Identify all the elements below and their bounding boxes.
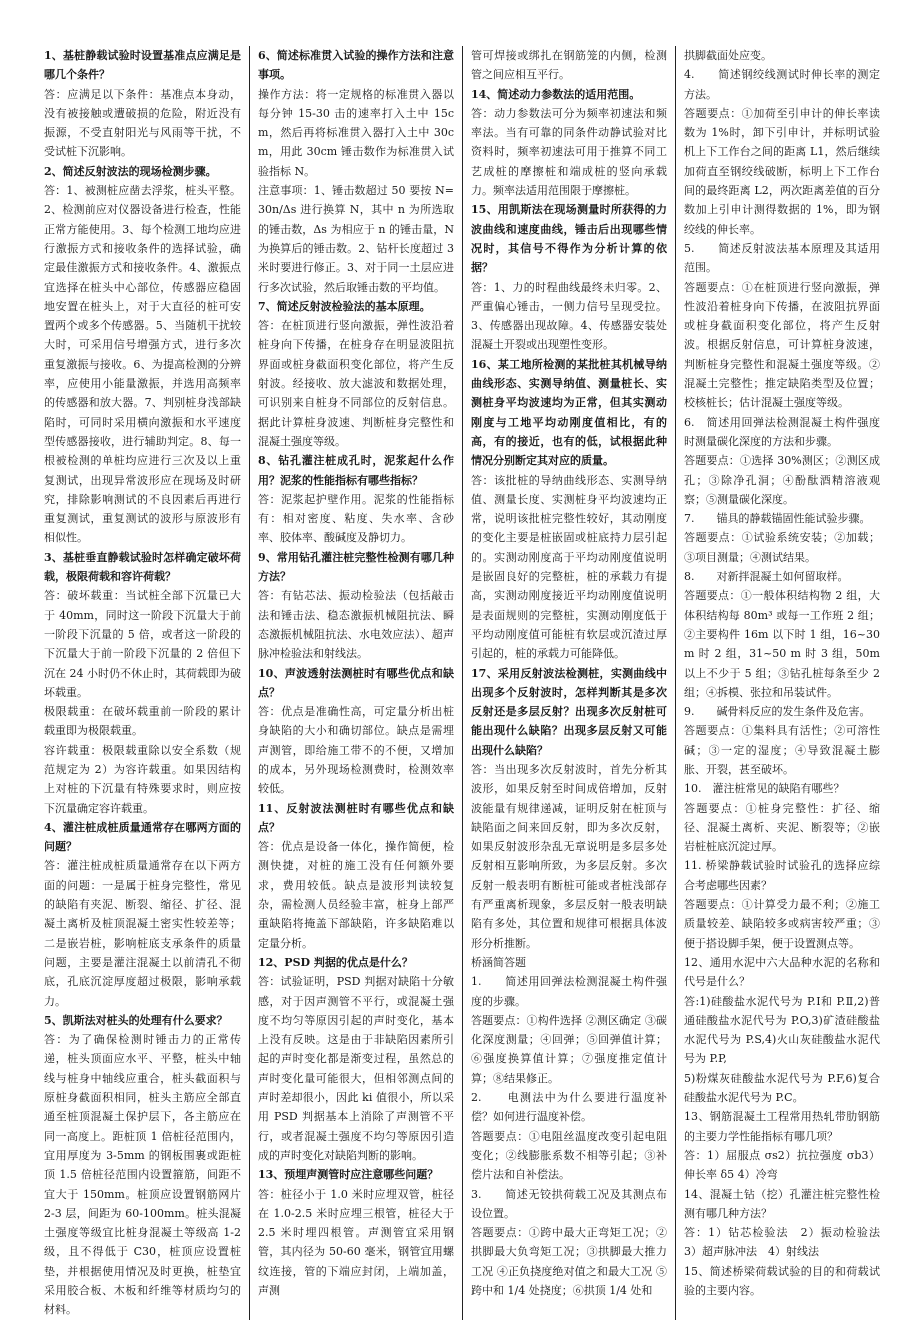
answer-paragraph: 12、通用水泥中六大品种水泥的名称和代号是什么？ [684,955,880,989]
question-heading: 11、反射波法测桩时有哪些优点和缺点？ [258,801,454,834]
answer-paragraph: 答题要点：①加荷至引申计的伸长率读数为 1%时，卸下引申计，并标明试验机上下工作台之间的距离 L1，然后继续加荷直至钢绞线破断，标明上下工作台间的最终距离 L2，两次距离差值的百分数加上引申计测得数据的 1%，即为钢绞线的伸长率。 [684,106,880,236]
answer-paragraph: 8. 对新拌混凝土如何留取样。 [684,570,849,584]
text-column [675,46,891,1320]
question-heading: 14、简述动力参数法的适用范围。 [471,87,641,101]
answer-paragraph: 答：当出现多次反射波时，首先分析其波形，如果反射至时间成倍增加，反射波能量有规律递减，证明反射在桩顶与缺陷面之间来回反射，即为多次反射，如果反射波形杂乱无章说明是多层多处反射相互影响所致，为多层反射。多次反射一般表明有断桩可能或者桩浅部存有严重离析现象，多层反射一般表明缺陷有多处，其位置和规律可根据具体波形分析推断。 [471,762,667,950]
answer-paragraph: 答：破坏载重：当试桩全部下沉量已大于 40mm，同时这一阶段下沉量大于前一阶段下沉量的 5 倍，或者这一阶段的下沉量大于前一阶段下沉量的 2 倍但下沉在 24 小时仍不休止时，其荷载即为破坏载重。 [44,589,241,699]
question-heading: 3、基桩垂直静载试验时怎样确定破坏荷载，极限荷载和容许荷载？ [44,550,241,584]
answer-paragraph: 答：1、力的时程曲线最终未归零。2、严重偏心锤击，一侧力信号呈现受拉。3、传感器出现故障。4、传感器安装处混凝土开裂或出现塑性变形。 [471,280,667,352]
section-heading: 桥涵简答题 [471,955,526,969]
question-heading: 10、声波透射法测桩时有哪些优点和缺点？ [258,666,454,699]
answer-paragraph: 6. 简述用回弹法检测混凝土构件强度时测量碳化深度的方法和步骤。 [684,415,880,448]
answer-paragraph: 答题要点：①桩身完整性：扩径、缩径、混凝土离析、夹泥、断裂等；②嵌岩桩桩底沉淀过厚。 [684,801,880,854]
answer-paragraph: 2. 电测法中为什么要进行温度补偿？如何进行温度补偿。 [471,1091,667,1124]
question-heading: 16、某工地所检测的某批桩其机械导纳曲线形态、实测导纳值、测量桩长、实测桩身平均波速均为正常，但其实测动刚度与工地平均动刚度值相比，有的高，有的接近，也有的低，试根据此种情况分别断定其对应的质量。 [471,357,667,468]
answer-paragraph: 答：优点是设备一体化，操作简便，检测快捷，对桩的施工没有任何额外要求，费用较低。缺点是波形判读较复杂，需检测人员经验丰富，桩身上部严重缺陷将掩盖下部缺陷，许多缺陷难以定量分析。 [258,840,454,950]
answer-paragraph: 答：为了确保检测时锤击力的正常传递，桩头顶面应水平、平整，桩头中轴线与桩身中轴线应重合，桩头截面积与原桩身截面积相同，桩头主筋应全部直通至桩顶混凝土保护层下，各主筋应在同一高度上。距桩顶 1 倍桩径范围内，宜用厚度为 3-5mm 的钢板围裹或距桩顶 1.5 倍桩径范围内设置箍筋，间距不宜大于 150mm。桩顶应设置钢筋网片 2-3 层，间距为 60-100mm。桩头混凝土强度等级宜比桩身混凝土等级高 1-2 级，且不得低于 C30，桩顶应设置桩垫，并根据使用情况及时更换，桩垫宜采用胶合板、木板和纤维等材质均匀的材料。 [44,1033,241,1317]
answer-paragraph: 11. 桥梁静载试验时试验孔的选择应综合考虑哪些因素？ [684,859,880,892]
answer-paragraph: 4. 简述钢绞线测试时伸长率的测定方法。 [684,68,880,101]
answer-paragraph: 5. 简述反射波法基本原理及其适用范围。 [684,241,880,275]
question-heading: 7、简述反射波检验法的基本原理。 [258,299,431,313]
question-heading: 4、灌注桩成桩质量通常存在哪两方面的问题？ [44,820,241,854]
answer-paragraph: 拱脚截面处应变。 [684,49,772,62]
question-heading: 8、钻孔灌注桩成孔时，泥浆起什么作用？泥浆的性能指标有哪些指标？ [258,454,454,487]
question-heading: 9、常用钻孔灌注桩完整性检测有哪几种方法？ [258,550,454,584]
answer-paragraph: 答题要点：①集料具有活性；②可溶性碱；③一定的湿度；④导致混凝土膨胀、开裂，甚至破坏。 [684,724,880,776]
answer-paragraph: 答：应满足以下条件：基准点本身动，没有被接触或遭破损的危险，附近没有振源，不受直射阳光与风雨等干扰，不受试桩下沉影响。 [44,87,241,159]
answer-paragraph: 答：1）屈服点 σs2）抗拉强度 σb3）伸长率 δ5 4）冷弯 [684,1148,880,1182]
answer-paragraph: 答：1）钻芯检验法 2）振动检验法 3）超声脉冲法 4）射线法 [684,1226,891,1259]
question-heading: 2、简述反射波法的现场检测步骤。 [44,164,217,178]
answer-paragraph: 答：泥浆起护壁作用。泥浆的性能指标有：相对密度、粘度、失水率、含砂率、胶体率、酸碱度及静切力。 [258,492,454,545]
answer-paragraph: 答题要点：①计算受力最不利；②施工质量较差、缺陷较多或病害较严重；③便于搭设脚手架，便于设置测点等。 [684,898,880,950]
answer-paragraph: 答：1、被测桩应凿去浮浆，桩头平整。2、检测前应对仪器设备进行检查，性能正常方能使用。3、每个检测工地均应进行激振方式和接收条件的选择试验，确定最佳激振方式和接收条件。4、激振点宜选择在桩头中心部位，传感器应稳固地安置在桩头上，对于大直径的桩可安置两个或多个传感器。5、当随机干扰较大时，可采用信号增强方式，进行多次重复激振与接收。6、为提高检测的分辨率，应使用小能量激振，并选用高频率的传感器和放大器。7、判别桩身浅部缺陷时，可同时采用横向激振和水平速度型传感器接收，进行辅助判定。8、每一根被检测的单桩均应进行三次及以上重复测试，出现异常波形应在现场及时研究，排除影响测试的不良因素后再进行重复测试，重复测试的波形与原波形有相似性。 [44,184,241,545]
answer-paragraph: 注意事项：1、锤击数超过 50 要按 N=30n/Δs 进行换算 N，其中 n 为所选取的锤击数，Δs 为相应于 n 的锤击量，N 为换算后的锤击数。2、钻杆长度超过 3 米时要进行修正。3、对于同一土层应进行多次试验，然后取锤击数的平均值。 [258,184,454,294]
answer-paragraph: 答：试验证明，PSD 判据对缺陷十分敏感，对于因声测管不平行，或混凝土强度不均匀等原因引起的声时变化，基本上没有反映。这是由于非缺陷因素所引起的声时变化都是渐变过程，虽然总的声时变化量可能很大，但相邻测点间的声时差却很小，因此 ki 值很小，所以采用 PSD 判据基本上消除了声测管不平行，或者混凝土强度不均匀等原因引造成的声时变化对缺陷判断的影响。 [258,975,454,1162]
answer-paragraph: 答题要点：①一般体积结构物 2 组，大体积结构每 80m³ 或每一工作班 2 组；②主要构件 16m 以下时 1 组，16~30m 时 2 组，31~50 m 时 3 组，50m 以上不少于 5 组；③钻孔桩每条至少 2 组；④拆模、张拉和吊装试件。 [684,589,880,699]
answer-paragraph: 管可焊接或绑扎在钢筋笼的内侧，检测管之间应相互平行。 [471,49,667,82]
answer-paragraph: 答题要点：①选择 30%测区；②测区成孔；③除净孔洞；④酚酞酒精溶液观察；⑤测量碳化深度。 [684,454,880,506]
answer-paragraph: 容许载重：极限载重除以安全系数（规范规定为 2）为容许载重。如果因结构上对桩的下沉量有特殊要求时，则应按下沉量确定容许载重。 [44,743,241,815]
answer-paragraph: 3. 简述无铰拱荷载工况及其测点布设位置。 [471,1187,667,1220]
question-heading: 6、简述标准贯入试验的操作方法和注意事项。 [258,49,454,82]
answer-paragraph: 答题要点：①跨中最大正弯矩工况；②拱脚最大负弯矩工况；③拱脚最大推力工况 ④正负挠度绝对值之和最大工况 ⑤跨中和 1/4 处挠度；⑥拱顶 1/4 处和 [471,1226,667,1297]
answer-paragraph: 极限载重：在破坏载重前一阶段的累计载重即为极限载重。 [44,705,241,738]
answer-paragraph: 答：有钻芯法、振动检验法（包括敲击法和锤击法、稳态激振机械阻抗法、瞬态激振机械阻抗法、水电效应法）、超声脉冲检验法和射线法。 [258,589,454,661]
answer-paragraph: 15、简述桥梁荷载试验的目的和荷载试验的主要内容。 [684,1264,880,1297]
answer-paragraph: 5)粉煤灰硅酸盐水泥代号为 P.F,6)复合硅酸盐水泥代号为 P.C。 [684,1071,880,1105]
answer-paragraph: 答：优点是准确性高，可定量分析出桩身缺陷的大小和确切部位。缺点是需埋声测管，即给施工带不的不便，又增加的成本，另外现场检测费时，检测效率较低。 [258,705,454,796]
document-page [36,46,891,1317]
answer-paragraph: 答题要点：①试验系统安装；②加载；③项目测量；④测试结果。 [684,531,880,564]
question-heading: 5、凯斯法对桩头的处理有什么要求？ [44,1013,228,1027]
text-column [249,46,462,1320]
answer-paragraph: 10. 灌注桩常见的缺陷有哪些？ [684,782,845,796]
answer-paragraph: 答题要点：①构件选择 ②测区确定 ③碳化深度测量；④回弹；⑤回弹值计算；⑥强度换算值计算；⑦强度推定值计算；⑧结果修正。 [471,1013,667,1085]
answer-paragraph: 答：动力参数法可分为频率初速法和频率法。当有可靠的同条件动静试验对比资料时，频率初速法可用于推算不同工艺成桩的摩擦桩和端成桩的竖向承载力。频率法适用范围限于摩擦桩。 [471,106,667,198]
answer-paragraph: 1. 简述用回弹法检测混凝土构件强度的步骤。 [471,975,667,1008]
answer-paragraph: 9. 碱骨料反应的发生条件及危害。 [684,705,871,719]
question-heading: 12、PSD 判据的优点是什么？ [258,955,413,969]
question-heading: 13、预埋声测管时应注意哪些问题？ [258,1168,439,1182]
text-column [36,46,249,1320]
answer-paragraph: 操作方法：将一定规格的标准贯入器以每分钟 15-30 击的速率打入土中 15cm，然后再将标准贯入器打入土中 30cm，用此 30cm 锤击数作为标准贯入试验指标 N。 [258,87,454,178]
answer-paragraph: 答:1)硅酸盐水泥代号为 P.Ⅰ和 P.Ⅱ,2)普通硅酸盐水泥代号为 P.O,3)矿渣硅酸盐水泥代号为 P.S,4)火山灰硅酸盐水泥代号为 P.P, [684,994,880,1066]
question-heading: 1、基桩静载试验时设置基准点应满足是哪几个条件？ [44,49,241,82]
text-column [462,46,675,1320]
answer-paragraph: 答：桩径小于 1.0 米时应埋双管，桩径在 1.0-2.5 米时应埋三根管，桩径大于 2.5 米时埋四根管。声测管宜采用钢管，其内径为 50-60 毫米，钢管宜用螺纹连接，管的下端应封闭，上端加盖，声测 [258,1187,454,1297]
answer-paragraph: 答题要点：①电阻丝温度改变引起电阻变化；②线膨胀系数不相等引起；③补偿片法和自补偿法。 [471,1129,667,1182]
answer-paragraph: 答：在桩顶进行竖向激振，弹性波沿着桩身向下传播，在桩身存在明显波阻抗界面或桩身截面积变化部位，将产生反射波。经接收、放大滤波和数据处理，可识别来自桩身不同部位的反射信息。据此计算桩身波速、判断桩身完整性和混凝土强度等级。 [258,319,454,448]
answer-paragraph: 14、混凝土钻（挖）孔灌注桩完整性检测有哪几种方法？ [684,1187,880,1220]
answer-paragraph: 答：灌注桩成桩质量通常存在以下两方面的问题：一是属于桩身完整性，常见的缺陷有夹泥、断裂、缩径、扩径、混凝土离析及桩顶混凝土密实性较差等；二是嵌岩桩，影响桩底支承条件的质量问题，主要是灌注混凝土以前清孔不彻底，孔底沉淀厚度超过极限，影响承载力。 [44,859,241,1008]
question-heading: 17、采用反射波法检测桩，实测曲线中出现多个反射波时，怎样判断其是多次反射还是多层反射？出现多次反射桩可能出现什么缺陷？出现多层反射又可能出现什么缺陷？ [471,666,667,757]
answer-paragraph: 13、钢筋混凝土工程常用热轧带肋钢筋的主要力学性能指标有哪几项？ [684,1110,880,1143]
answer-paragraph: 7. 锚具的静载锚固性能试验步骤。 [684,512,871,526]
question-heading: 15、用凯斯法在现场测量时所获得的力波曲线和速度曲线，锤击后出现哪些情况时，其信号不得作为分析计算的依据？ [471,203,667,275]
answer-paragraph: 答题要点：①在桩顶进行竖向激振，弹性波沿着桩身向下传播，在波阻抗界面或桩身截面积变化部位，将产生反射波。根据反射信息，可计算桩身波速，判断桩身完整性和混凝土强度等级。②混凝土完整性；推定缺陷类型及位置；校核桩长；估计混凝土强度等级。 [684,280,880,410]
answer-paragraph: 答：该批桩的导纳曲线形态、实测导纳值、测量长度、实测桩身平均波速均正常，说明该批桩完整性较好，其动刚度的变化主要是桩嵌固或桩底持力层引起的。实测动刚度高于平均动刚度值说明是嵌固良好的完整桩，桩的承载力有提高，实测动刚度接近平均动刚度值说明是表面规则的完整桩，实测动刚度低于平均动刚度值可能桩有软层或沉渣过厚引起的，桩的承载力可能降低。 [471,473,667,661]
